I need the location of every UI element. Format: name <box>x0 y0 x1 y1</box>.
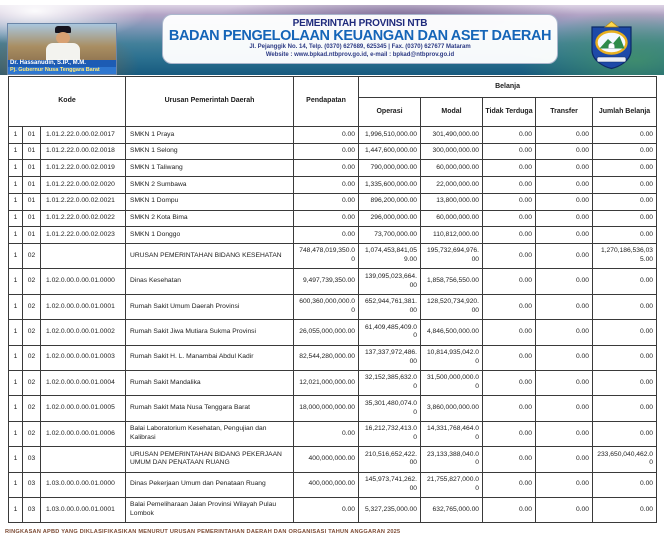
table-row <box>9 472 657 497</box>
cell-pendapatan: 0.00 <box>294 177 359 194</box>
cell-tidak-terduga: 0.00 <box>483 269 536 294</box>
cell-jumlah-belanja: 0.00 <box>593 345 657 370</box>
cell-kode: 1.02.0.00.0.00.01.0002 <box>41 320 126 345</box>
cell-tidak-terduga: 0.00 <box>483 396 536 421</box>
cell-tidak-terduga: 0.00 <box>483 370 536 395</box>
cell-kode: 1.02.0.00.0.00.01.0004 <box>41 370 126 395</box>
cell-kode: 1.01.2.22.0.00.02.0020 <box>41 177 126 194</box>
table-row <box>9 269 657 294</box>
cell-no: 1 <box>9 127 23 144</box>
governor-uniform-shape <box>46 43 80 61</box>
table-header <box>9 77 657 127</box>
agency-name: BADAN PENGELOLAAN KEUANGAN DAN ASET DAERAH <box>168 28 552 44</box>
governor-name: Dr. Hassanudin, S.IP., M.M. <box>8 60 116 67</box>
cell-kode: 1.01.2.22.0.00.02.0018 <box>41 143 126 160</box>
cell-modal: 10,814,935,042.00 <box>421 345 483 370</box>
cell-modal: 60,000,000.00 <box>421 210 483 227</box>
cell-modal: 632,765,000.00 <box>421 497 483 522</box>
cell-jumlah-belanja: 0.00 <box>593 472 657 497</box>
table-row <box>9 345 657 370</box>
cell-modal: 110,812,000.00 <box>421 227 483 244</box>
cell-kode: 1.02.0.00.0.00.01.0001 <box>41 294 126 319</box>
cell-pendapatan: 600,360,000,000.00 <box>294 294 359 319</box>
table-row <box>9 243 657 268</box>
agency-address: Jl. Pejanggik No. 14, Telp. (0370) 627689, 625345 | Fax. (0370) 627677 Mataram <box>249 44 471 50</box>
cell-pendapatan: 0.00 <box>294 193 359 210</box>
cell-pendapatan: 18,000,000,000.00 <box>294 396 359 421</box>
governor-title: Pj. Gubernur Nusa Tenggara Barat <box>8 67 116 74</box>
table-row <box>9 497 657 522</box>
cell-modal: 13,800,000.00 <box>421 193 483 210</box>
cell-modal: 31,500,000,000.00 <box>421 370 483 395</box>
cell-operasi: 139,095,023,664.00 <box>359 269 421 294</box>
cell-transfer: 0.00 <box>536 243 593 268</box>
cell-tidak-terduga: 0.00 <box>483 472 536 497</box>
cell-jumlah-belanja: 0.00 <box>593 227 657 244</box>
cell-urusan: Rumah Sakit H. L. Manambai Abdul Kadir <box>126 345 294 370</box>
cell-urusan: Rumah Sakit Mata Nusa Tenggara Barat <box>126 396 294 421</box>
cell-kode: 1.01.2.22.0.00.02.0017 <box>41 127 126 144</box>
table-row <box>9 143 657 160</box>
cell-transfer: 0.00 <box>536 269 593 294</box>
cell-kode: 1.02.0.00.0.00.01.0003 <box>41 345 126 370</box>
cell-kode: 1.01.2.22.0.00.02.0023 <box>41 227 126 244</box>
header-modal: Modal <box>421 98 483 127</box>
cell-pendapatan: 0.00 <box>294 227 359 244</box>
cell-no: 1 <box>9 243 23 268</box>
cell-no: 1 <box>9 370 23 395</box>
cell-no: 1 <box>9 143 23 160</box>
agency-website: Website : www.bpkad.ntbprov.go.id, e-mail : bpkad@ntbprov.go.id <box>265 51 455 58</box>
cell-modal: 301,490,000.00 <box>421 127 483 144</box>
cell-modal: 300,000,000.00 <box>421 143 483 160</box>
table-body <box>9 127 657 523</box>
cell-kode: 1.02.0.00.0.00.01.0005 <box>41 396 126 421</box>
cell-operasi: 61,409,485,409.00 <box>359 320 421 345</box>
cell-sub-code: 01 <box>23 193 41 210</box>
cell-tidak-terduga: 0.00 <box>483 421 536 446</box>
cell-no: 1 <box>9 345 23 370</box>
table-row <box>9 294 657 319</box>
budget-table <box>8 76 657 523</box>
table-row <box>9 193 657 210</box>
cell-jumlah-belanja: 1,270,186,536,035.00 <box>593 243 657 268</box>
cell-jumlah-belanja: 0.00 <box>593 193 657 210</box>
cell-tidak-terduga: 0.00 <box>483 294 536 319</box>
cell-no: 1 <box>9 193 23 210</box>
table-row <box>9 320 657 345</box>
cell-urusan: SMKN 2 Kota Bima <box>126 210 294 227</box>
cell-urusan: Dinas Kesehatan <box>126 269 294 294</box>
cell-tidak-terduga: 0.00 <box>483 320 536 345</box>
cell-sub-code: 01 <box>23 127 41 144</box>
table-row <box>9 177 657 194</box>
cell-operasi: 35,301,480,074.00 <box>359 396 421 421</box>
cell-jumlah-belanja: 0.00 <box>593 269 657 294</box>
cell-pendapatan: 0.00 <box>294 421 359 446</box>
cell-urusan: SMKN 1 Donggo <box>126 227 294 244</box>
cell-urusan: URUSAN PEMERINTAHAN BIDANG PEKERJAAN UMUM DAN PENATAAN RUANG <box>126 447 294 472</box>
cell-urusan: Rumah Sakit Jiwa Mutiara Sukma Provinsi <box>126 320 294 345</box>
cell-modal: 22,000,000.00 <box>421 177 483 194</box>
cell-kode: 1.03.0.00.0.00.01.0001 <box>41 497 126 522</box>
cell-no: 1 <box>9 160 23 177</box>
cell-sub-code: 03 <box>23 497 41 522</box>
table-row <box>9 396 657 421</box>
cell-tidak-terduga: 0.00 <box>483 447 536 472</box>
cell-kode: 1.02.0.00.0.00.01.0000 <box>41 269 126 294</box>
table-row <box>9 127 657 144</box>
cell-jumlah-belanja: 0.00 <box>593 497 657 522</box>
cell-pendapatan: 400,000,000.00 <box>294 447 359 472</box>
header-transfer: Transfer <box>536 98 593 127</box>
cell-no: 1 <box>9 447 23 472</box>
cell-jumlah-belanja: 0.00 <box>593 160 657 177</box>
cell-operasi: 296,000,000.00 <box>359 210 421 227</box>
cell-operasi: 1,996,510,000.00 <box>359 127 421 144</box>
cell-operasi: 73,700,000.00 <box>359 227 421 244</box>
cell-operasi: 1,447,600,000.00 <box>359 143 421 160</box>
cell-transfer: 0.00 <box>536 345 593 370</box>
cell-jumlah-belanja: 0.00 <box>593 210 657 227</box>
cell-sub-code: 01 <box>23 177 41 194</box>
cell-transfer: 0.00 <box>536 143 593 160</box>
cell-pendapatan: 82,544,280,000.00 <box>294 345 359 370</box>
ntb-province-logo-icon <box>588 20 635 70</box>
cell-pendapatan: 0.00 <box>294 143 359 160</box>
cell-kode <box>41 243 126 268</box>
cell-urusan: Rumah Sakit Umum Daerah Provinsi <box>126 294 294 319</box>
cell-operasi: 210,516,652,422.00 <box>359 447 421 472</box>
cell-modal: 14,331,768,464.00 <box>421 421 483 446</box>
cell-no: 1 <box>9 210 23 227</box>
cell-urusan: SMKN 1 Selong <box>126 143 294 160</box>
governor-photo <box>7 23 117 75</box>
cell-no: 1 <box>9 396 23 421</box>
table-row <box>9 421 657 446</box>
cell-tidak-terduga: 0.00 <box>483 177 536 194</box>
table-row <box>9 210 657 227</box>
cell-urusan: Dinas Pekerjaan Umum dan Penataan Ruang <box>126 472 294 497</box>
cell-modal: 60,000,000.00 <box>421 160 483 177</box>
cell-transfer: 0.00 <box>536 497 593 522</box>
cell-transfer: 0.00 <box>536 421 593 446</box>
cell-transfer: 0.00 <box>536 127 593 144</box>
cell-sub-code: 01 <box>23 210 41 227</box>
cell-sub-code: 02 <box>23 269 41 294</box>
cell-tidak-terduga: 0.00 <box>483 497 536 522</box>
cell-jumlah-belanja: 233,650,040,462.00 <box>593 447 657 472</box>
cell-operasi: 137,337,972,486.00 <box>359 345 421 370</box>
cell-pendapatan: 748,478,019,350.00 <box>294 243 359 268</box>
cell-modal: 3,860,000,000.00 <box>421 396 483 421</box>
cell-transfer: 0.00 <box>536 227 593 244</box>
cell-pendapatan: 9,497,739,350.00 <box>294 269 359 294</box>
cell-sub-code: 02 <box>23 396 41 421</box>
cell-kode: 1.03.0.00.0.00.01.0000 <box>41 472 126 497</box>
letterhead-banner <box>0 5 664 75</box>
cell-operasi: 5,327,235,000.00 <box>359 497 421 522</box>
cell-operasi: 652,944,761,381.00 <box>359 294 421 319</box>
header-belanja: Belanja <box>359 77 657 98</box>
cell-urusan: Rumah Sakit Mandalika <box>126 370 294 395</box>
cell-sub-code: 02 <box>23 345 41 370</box>
cell-sub-code: 01 <box>23 160 41 177</box>
cell-no: 1 <box>9 472 23 497</box>
cell-transfer: 0.00 <box>536 370 593 395</box>
cell-transfer: 0.00 <box>536 396 593 421</box>
table-row <box>9 227 657 244</box>
cell-sub-code: 01 <box>23 227 41 244</box>
cell-modal: 1,858,756,550.00 <box>421 269 483 294</box>
cell-no: 1 <box>9 294 23 319</box>
cell-no: 1 <box>9 177 23 194</box>
cell-operasi: 1,074,453,841,059.00 <box>359 243 421 268</box>
cell-sub-code: 02 <box>23 320 41 345</box>
cell-sub-code: 02 <box>23 370 41 395</box>
cell-transfer: 0.00 <box>536 193 593 210</box>
cell-pendapatan: 0.00 <box>294 497 359 522</box>
cell-sub-code: 03 <box>23 472 41 497</box>
cell-tidak-terduga: 0.00 <box>483 210 536 227</box>
cell-no: 1 <box>9 269 23 294</box>
cell-urusan: Balai Pemeliharaan Jalan Provinsi Wilayah Pulau Lombok <box>126 497 294 522</box>
cell-jumlah-belanja: 0.00 <box>593 294 657 319</box>
cell-modal: 4,846,500,000.00 <box>421 320 483 345</box>
header-tidak-terduga: Tidak Terduga <box>483 98 536 127</box>
cell-jumlah-belanja: 0.00 <box>593 177 657 194</box>
cell-tidak-terduga: 0.00 <box>483 345 536 370</box>
cell-pendapatan: 0.00 <box>294 160 359 177</box>
cell-urusan: Balai Laboratorium Kesehatan, Pengujian dan Kalibrasi <box>126 421 294 446</box>
cell-kode: 1.01.2.22.0.00.02.0022 <box>41 210 126 227</box>
cell-no: 1 <box>9 497 23 522</box>
cell-kode: 1.02.0.00.0.00.01.0006 <box>41 421 126 446</box>
cell-no: 1 <box>9 320 23 345</box>
header-pendapatan: Pendapatan <box>294 77 359 127</box>
cell-sub-code: 02 <box>23 421 41 446</box>
cell-pendapatan: 0.00 <box>294 127 359 144</box>
cell-tidak-terduga: 0.00 <box>483 127 536 144</box>
cell-transfer: 0.00 <box>536 472 593 497</box>
cell-pendapatan: 26,055,000,000.00 <box>294 320 359 345</box>
cell-operasi: 16,212,732,413.00 <box>359 421 421 446</box>
header-jumlah-belanja: Jumlah Belanja <box>593 98 657 127</box>
cell-transfer: 0.00 <box>536 294 593 319</box>
cell-modal: 195,732,694,976.00 <box>421 243 483 268</box>
cell-urusan: SMKN 2 Sumbawa <box>126 177 294 194</box>
cell-sub-code: 02 <box>23 243 41 268</box>
cell-transfer: 0.00 <box>536 160 593 177</box>
cell-pendapatan: 400,000,000.00 <box>294 472 359 497</box>
cell-transfer: 0.00 <box>536 177 593 194</box>
table-row <box>9 160 657 177</box>
cell-operasi: 32,152,385,632.00 <box>359 370 421 395</box>
cell-jumlah-belanja: 0.00 <box>593 320 657 345</box>
cell-tidak-terduga: 0.00 <box>483 243 536 268</box>
cell-no: 1 <box>9 421 23 446</box>
cell-tidak-terduga: 0.00 <box>483 160 536 177</box>
cell-modal: 21,755,827,000.00 <box>421 472 483 497</box>
cell-operasi: 790,000,000.00 <box>359 160 421 177</box>
cell-sub-code: 03 <box>23 447 41 472</box>
cell-tidak-terduga: 0.00 <box>483 143 536 160</box>
cell-operasi: 1,335,600,000.00 <box>359 177 421 194</box>
cell-jumlah-belanja: 0.00 <box>593 396 657 421</box>
cell-pendapatan: 12,021,000,000.00 <box>294 370 359 395</box>
cell-modal: 23,133,388,040.00 <box>421 447 483 472</box>
cell-kode: 1.01.2.22.0.00.02.0021 <box>41 193 126 210</box>
table-row <box>9 370 657 395</box>
cell-urusan: SMKN 1 Taliwang <box>126 160 294 177</box>
governor-caption <box>8 60 116 74</box>
cell-operasi: 145,973,741,262.00 <box>359 472 421 497</box>
cell-jumlah-belanja: 0.00 <box>593 127 657 144</box>
cell-kode: 1.01.2.22.0.00.02.0019 <box>41 160 126 177</box>
cell-tidak-terduga: 0.00 <box>483 193 536 210</box>
header-urusan: Urusan Pemerintah Daerah <box>126 77 294 127</box>
cell-urusan: URUSAN PEMERINTAHAN BIDANG KESEHATAN <box>126 243 294 268</box>
report-footer-caption: RINGKASAN APBD YANG DIKLASIFIKASIKAN MENURUT URUSAN PEMERINTAHAN DAERAH DAN ORGANISASI TAHUN ANGGARAN 2025 <box>5 529 401 536</box>
cell-tidak-terduga: 0.00 <box>483 227 536 244</box>
cell-jumlah-belanja: 0.00 <box>593 370 657 395</box>
cell-no: 1 <box>9 227 23 244</box>
cell-jumlah-belanja: 0.00 <box>593 143 657 160</box>
cell-modal: 128,520,734,920.00 <box>421 294 483 319</box>
cell-pendapatan: 0.00 <box>294 210 359 227</box>
cell-sub-code: 01 <box>23 143 41 160</box>
government-line: PEMERINTAH PROVINSI NTB <box>292 18 428 29</box>
cell-urusan: SMKN 1 Praya <box>126 127 294 144</box>
table-row <box>9 447 657 472</box>
cell-operasi: 896,200,000.00 <box>359 193 421 210</box>
cell-sub-code: 02 <box>23 294 41 319</box>
cell-transfer: 0.00 <box>536 320 593 345</box>
letterhead-box <box>162 14 558 64</box>
header-operasi: Operasi <box>359 98 421 127</box>
cell-urusan: SMKN 1 Dompu <box>126 193 294 210</box>
cell-transfer: 0.00 <box>536 447 593 472</box>
cell-transfer: 0.00 <box>536 210 593 227</box>
header-kode: Kode <box>9 77 126 127</box>
cell-kode <box>41 447 126 472</box>
cell-jumlah-belanja: 0.00 <box>593 421 657 446</box>
